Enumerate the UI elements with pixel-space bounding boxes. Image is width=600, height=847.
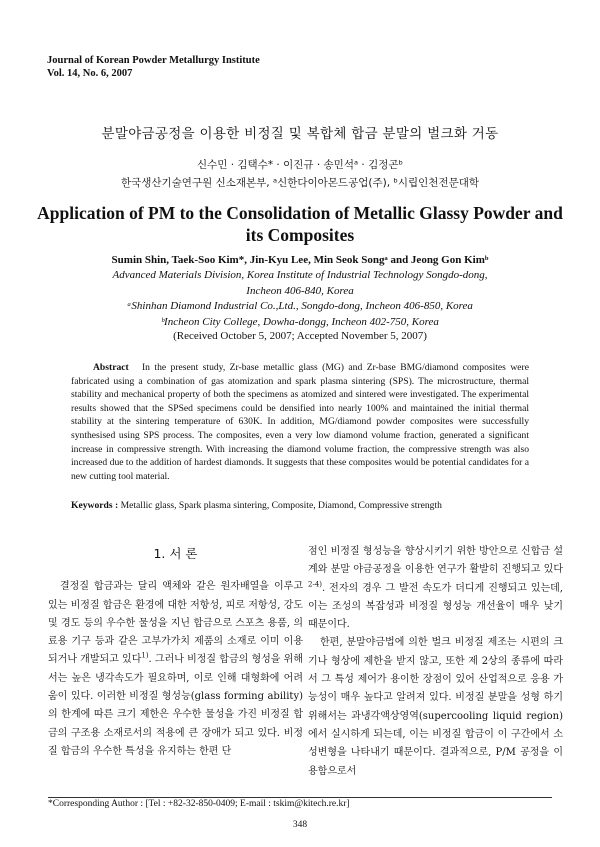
- affiliation-line: ᵃShinhan Diamond Industrial Co.,Ltd., Songdo-dong, Incheon 406-850, Korea: [127, 300, 473, 312]
- title-korean: 분말야금공정을 이용한 비정질 및 복합체 합금 분말의 벌크화 거동: [101, 126, 499, 142]
- authors-korean: 신수민 · 김택수* · 이진규 · 송민석ᵃ · 김정곤ᵇ: [196, 159, 404, 171]
- paragraph-text: . 전자의 경우 그 발전 속도가 더디게 진행되고 있는데, 이는 조성의 복잡성과 비정질 형성능 개선율이 매우 낮기 때문이다.: [308, 582, 563, 631]
- paragraph: 한편, 분말야금법에 의한 벌크 비정질 제조는 시편의 크기나 형상에 제한을 받지 않고, 또한 제 2상의 종류에 따라서 그 특성 제어가 용이한 장점이 있어 산업적으로 응용 가능성이 매우 높다고 알려져 있다. 비정질 분말을 성형 하기 위해서는 과냉각액상영역(supercooling liquid region)에서 실시하게 되는데, 이는 비정질 합금이 이 구간에서 소성변형을 나타내기 때문이다. 결과적으로, P/M 공정을 이용함으로서: [308, 637, 563, 777]
- received-dates: (Received October 5, 2007; Accepted November 5, 2007): [173, 330, 427, 342]
- right-column: [308, 543, 563, 781]
- abstract-text: In the present study, Zr-base metallic glass (MG) and Zr-base BMG/diamond composites were fabricated using a combination of gas atomization and spark plasma sintering (SPS). The microstructure, thermal stability and mechanical property of both the specimens as atomized and sintered were investigated. The experimental results showed that the SPSed specimens could be densified into nearly 100% and maintained the initial thermal stability at the sintering temperature of 630K. In addition, MG/diamond powder composites were successfully synthesised using SPS process. The composites, even a very low diamond volume fraction, generated a significant increase in compressive strength. With increasing the diamond volume fraction, the compressive strength was also increased due to the addition of hardest diamonds. It suggests that these composites would be potential candidates for a new cutting tool material.: [71, 362, 529, 482]
- citation: 1): [141, 652, 149, 661]
- title-english: Application of PM to the Consolidation of Metallic Glassy Powder and its Composites: [37, 203, 563, 245]
- citation: 2-4): [308, 580, 323, 589]
- journal-header: [47, 54, 260, 80]
- journal-name: Journal of Korean Powder Metallurgy Institute: [47, 55, 260, 66]
- paragraph-text: 결정질 합금과는 달리 액체와 같은 원자배열을 이루고 있는 비정질 합금은 환경에 대한 저항성, 피로 저항성, 강도 및 경도 등의 우수한 물성을 지닌 합금으로 스포츠 용품, 의료용 기구 등과 같은 고부가가치 제품의 소재로 이미 이용되거나 개발되고 있다: [48, 581, 303, 666]
- affiliation-line: ᵇIncheon City College, Dowha-dongg, Incheon 402-750, Korea: [161, 315, 439, 328]
- paragraph: [308, 543, 563, 634]
- keywords-label: Keywords :: [71, 500, 119, 511]
- keywords: [71, 500, 529, 511]
- journal-volume: Vol. 14, No. 6, 2007: [47, 68, 133, 79]
- footnote-divider: [48, 797, 552, 798]
- keywords-text: Metallic glass, Spark plasma sintering, Composite, Diamond, Compressive strength: [120, 500, 442, 511]
- affiliation-line: Incheon 406-840, Korea: [246, 284, 354, 297]
- affiliation-line: Advanced Materials Division, Korea Institute of Industrial Technology Songdo-dong,: [112, 269, 488, 281]
- affiliation-korean: 한국생산기술연구원 신소재본부, ᵃ신한다이아몬드공업(주), ᵇ시립인천전문대학: [120, 177, 480, 189]
- section-heading-introduction: 1. 서 론: [153, 546, 198, 561]
- authors-english: Sumin Shin, Taek-Soo Kim*, Jin-Kyu Lee, Min Seok Songᵃ and Jeong Gon Kimᵇ: [111, 254, 489, 266]
- abstract-label: Abstract: [93, 362, 129, 373]
- paragraph-text: 점인 비정질 형성능을 향상시키기 위한 방안으로 신합금 설계와 분말 야금공정을 이용한 연구가 활발히 진행되고 있다: [308, 546, 563, 576]
- left-column: [48, 543, 303, 761]
- corresponding-author-footnote: *Corresponding Author : [Tel : +82-32-850-0409; E-mail : tskim@kitech.re.kr]: [48, 799, 350, 809]
- paragraph-text: . 그러나 비정질 합금의 형성을 위해서는 높은 냉각속도가 필요하며, 이로 인해 대형화에 어려움이 있다. 이러한 비정질 형성능(glass forming ability)의 한계에 따른 크기 제한은 우수한 물성을 가진 비정질 합금의 구조용 소재로서의 적용에 큰 장애가 되고 있다. 비정질 합금의 우수한 특성을 유지하는 한편 단: [48, 654, 303, 757]
- affiliations-english: [0, 268, 600, 330]
- abstract: [71, 361, 529, 483]
- paragraph: [48, 578, 303, 761]
- page-number: 348: [292, 820, 308, 830]
